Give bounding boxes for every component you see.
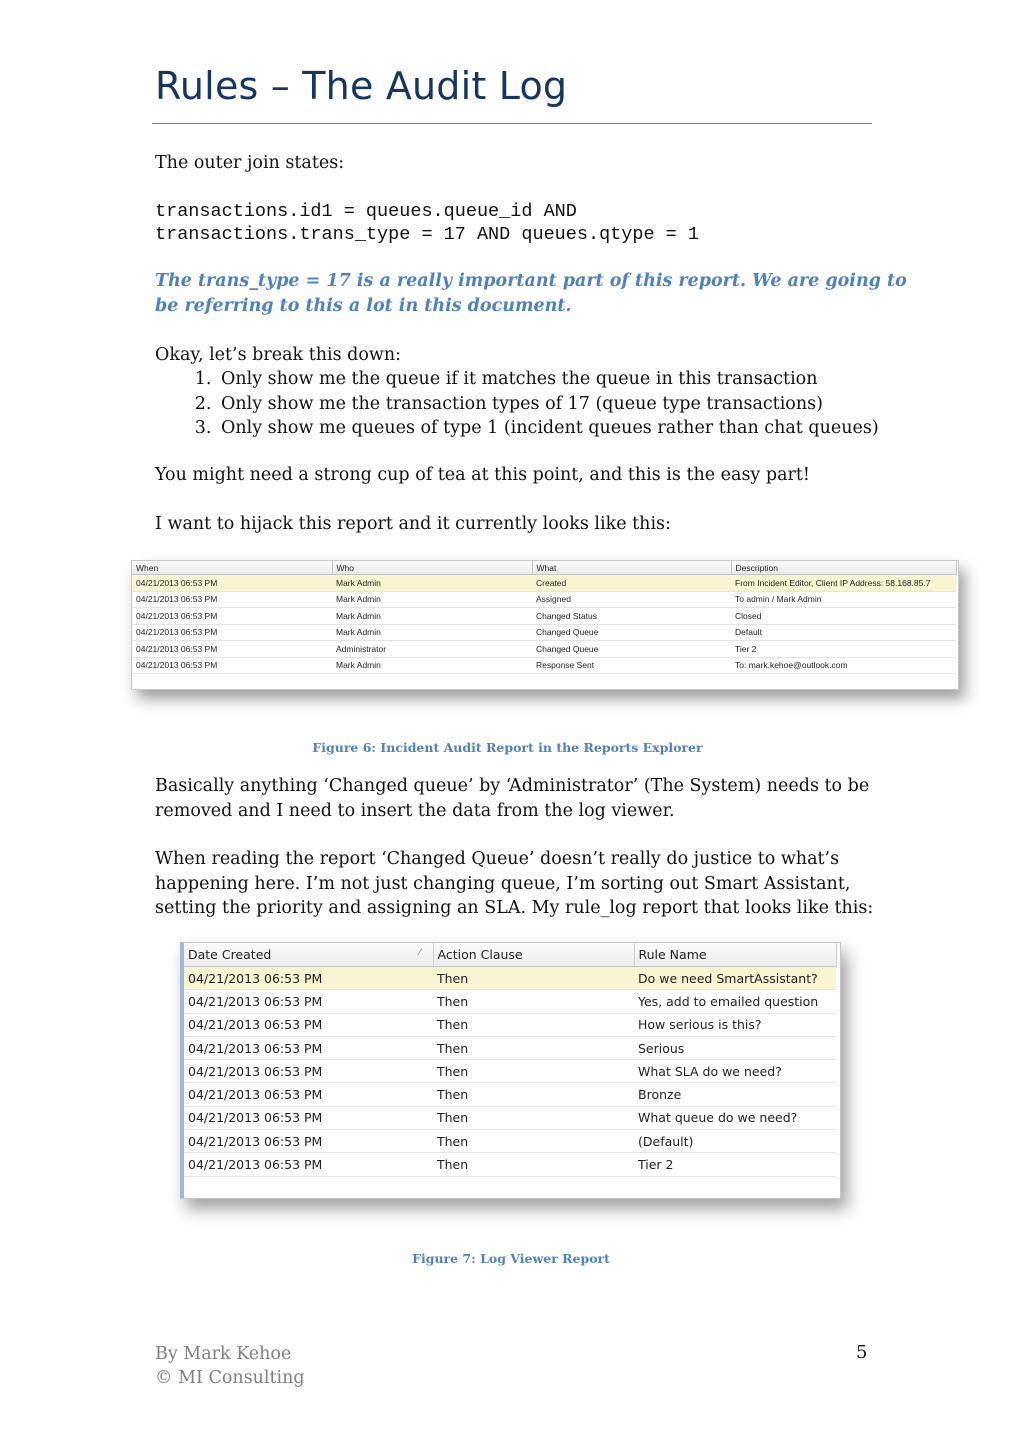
code-line: transactions.id1 = queues.queue_id AND <box>155 201 577 222</box>
column-header-who[interactable]: Who <box>332 561 532 575</box>
cell-rule-name: Tier 2 <box>634 1153 836 1176</box>
text-line: happening here. I’m not just changing queue, I’m sorting out Smart Assistant, <box>155 873 851 894</box>
list-item: 3. Only show me queues of type 1 (incident queues rather than chat queues) <box>217 416 879 441</box>
cell-description: Default <box>731 624 956 641</box>
text-line: Basically anything ‘Changed queue’ by ‘Administrator’ (The System) needs to be <box>155 776 870 796</box>
cell-description: Closed <box>731 608 956 625</box>
cell-rule-name: How serious is this? <box>634 1013 836 1036</box>
column-header-rule-name[interactable]: Rule Name <box>634 943 836 967</box>
column-header-date-created[interactable] <box>184 943 433 967</box>
emphasis-note <box>155 269 907 318</box>
cell-rule-name: What queue do we need? <box>634 1106 836 1129</box>
cell-date-created: 04/21/2013 06:53 PM <box>184 1083 433 1106</box>
cell-when: 04/21/2013 06:53 PM <box>132 575 332 592</box>
cell-when: 04/21/2013 06:53 PM <box>132 624 332 641</box>
footer <box>155 1342 305 1390</box>
tea-text: You might need a strong cup of tea at this point, and this is the easy part! <box>155 465 810 485</box>
cell-action-clause: Then <box>433 1036 634 1059</box>
cell-what: Created <box>532 575 731 592</box>
table-row[interactable] <box>184 1083 836 1106</box>
cell-what: Changed Queue <box>532 641 731 658</box>
cell-date-created: 04/21/2013 06:53 PM <box>184 1060 433 1083</box>
cell-description: To admin / Mark Admin <box>731 591 956 608</box>
table-row[interactable] <box>184 1106 836 1129</box>
text-line: When reading the report ‘Changed Queue’ doesn’t really do justice to what’s <box>155 849 840 869</box>
table-row[interactable] <box>132 608 956 625</box>
cell-rule-name: Do we need SmartAssistant? <box>634 967 836 990</box>
cell-when: 04/21/2013 06:53 PM <box>132 608 332 625</box>
cell-when: 04/21/2013 06:53 PM <box>132 657 332 674</box>
cell-who: Mark Admin <box>332 591 532 608</box>
column-header-description[interactable]: Description <box>731 561 956 575</box>
cell-action-clause: Then <box>433 1106 634 1129</box>
reading-paragraph <box>155 847 873 921</box>
cell-date-created: 04/21/2013 06:53 PM <box>184 1013 433 1036</box>
text-line: removed and I need to insert the data from the log viewer. <box>155 800 675 821</box>
cell-what: Assigned <box>532 591 731 608</box>
page-title: Rules – The Audit Log <box>155 64 568 108</box>
emphasis-line: be referring to this a lot in this document. <box>155 295 572 316</box>
cell-who: Mark Admin <box>332 575 532 592</box>
cell-what: Response Sent <box>532 657 731 674</box>
hijack-text: I want to hijack this report and it currently looks like this: <box>155 514 671 534</box>
cell-rule-name: Serious <box>634 1036 836 1059</box>
column-header-action-clause[interactable]: Action Clause <box>433 943 634 967</box>
table-row[interactable] <box>184 1060 836 1083</box>
cell-when: 04/21/2013 06:53 PM <box>132 591 332 608</box>
code-block <box>155 200 699 246</box>
cell-rule-name: Bronze <box>634 1083 836 1106</box>
cell-date-created: 04/21/2013 06:53 PM <box>184 990 433 1013</box>
column-header-what[interactable]: What <box>532 561 731 575</box>
cell-rule-name: What SLA do we need? <box>634 1060 836 1083</box>
steps-list <box>175 367 879 441</box>
cell-date-created: 04/21/2013 06:53 PM <box>184 1106 433 1129</box>
cell-date-created: 04/21/2013 06:53 PM <box>184 1036 433 1059</box>
table-row[interactable] <box>184 967 836 990</box>
footer-author: By Mark Kehoe <box>155 1344 292 1364</box>
cell-description: From Incident Editor, Client IP Address: 58.168.85.7 <box>731 575 956 592</box>
log-viewer-report-table <box>180 942 841 1199</box>
intro-text: The outer join states: <box>155 153 345 173</box>
table-row[interactable] <box>132 657 956 674</box>
cell-who: Administrator <box>332 641 532 658</box>
table-row[interactable] <box>184 1013 836 1036</box>
emphasis-line: The trans_type = 17 is a really important part of this report. We are going to <box>155 271 907 291</box>
cell-description: Tier 2 <box>731 641 956 658</box>
column-header-when[interactable]: When <box>132 561 332 575</box>
cell-who: Mark Admin <box>332 657 532 674</box>
sort-indicator-icon: ⁄ <box>418 948 421 958</box>
basically-paragraph <box>155 774 869 823</box>
cell-rule-name: (Default) <box>634 1130 836 1153</box>
cell-action-clause: Then <box>433 990 634 1013</box>
cell-description: To: mark.kehoe@outlook.com <box>731 657 956 674</box>
incident-audit-report-table <box>131 560 959 690</box>
cell-action-clause: Then <box>433 1130 634 1153</box>
code-line: transactions.trans_type = 17 AND queues.qtype = 1 <box>155 224 699 245</box>
cell-what: Changed Queue <box>532 624 731 641</box>
table-row[interactable] <box>132 641 956 658</box>
cell-action-clause: Then <box>433 1153 634 1176</box>
cell-what: Changed Status <box>532 608 731 625</box>
cell-action-clause: Then <box>433 967 634 990</box>
table-row[interactable] <box>184 1153 836 1176</box>
table-row[interactable] <box>184 1130 836 1153</box>
title-underline <box>152 123 872 124</box>
page-number: 5 <box>856 1342 868 1363</box>
cell-action-clause: Then <box>433 1013 634 1036</box>
table-row[interactable] <box>184 990 836 1013</box>
list-item: 2. Only show me the transaction types of 17 (queue type transactions) <box>217 392 879 417</box>
figure6-caption: Figure 6: Incident Audit Report in the Reports Explorer <box>312 740 703 755</box>
cell-date-created: 04/21/2013 06:53 PM <box>184 1153 433 1176</box>
table-row[interactable] <box>184 1036 836 1059</box>
table-row[interactable] <box>132 624 956 641</box>
footer-company: © MI Consulting <box>155 1368 305 1388</box>
header-label: Date Created <box>188 947 272 962</box>
table-row[interactable] <box>132 575 956 592</box>
cell-who: Mark Admin <box>332 624 532 641</box>
list-item: 1. Only show me the queue if it matches the queue in this transaction <box>217 367 879 392</box>
text-line: setting the priority and assigning an SLA. My rule_log report that looks like this: <box>155 898 874 918</box>
breakdown-intro: Okay, let’s break this down: <box>155 345 402 365</box>
cell-date-created: 04/21/2013 06:53 PM <box>184 967 433 990</box>
cell-action-clause: Then <box>433 1083 634 1106</box>
cell-rule-name: Yes, add to emailed question <box>634 990 836 1013</box>
cell-when: 04/21/2013 06:53 PM <box>132 641 332 658</box>
figure7-caption: Figure 7: Log Viewer Report <box>412 1251 610 1266</box>
cell-date-created: 04/21/2013 06:53 PM <box>184 1130 433 1153</box>
cell-who: Mark Admin <box>332 608 532 625</box>
cell-action-clause: Then <box>433 1060 634 1083</box>
table-row[interactable] <box>132 591 956 608</box>
